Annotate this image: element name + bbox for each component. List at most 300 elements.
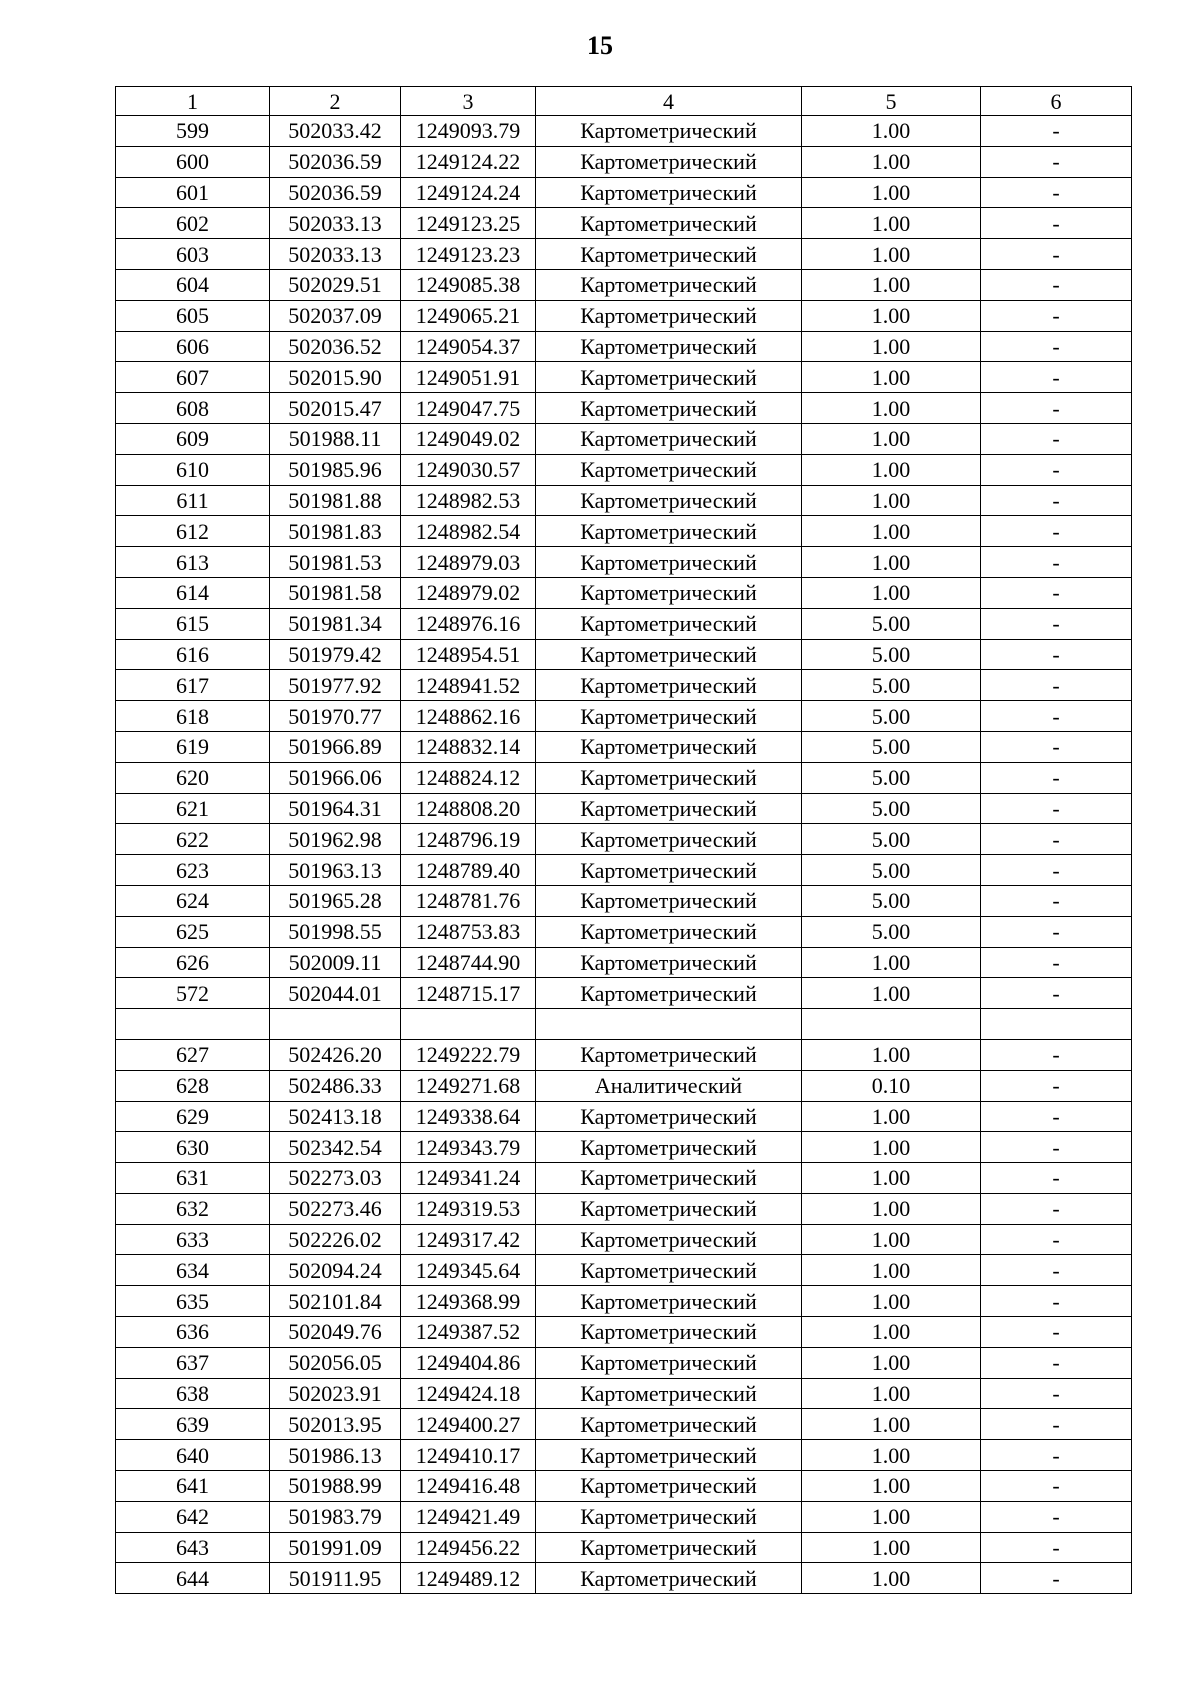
y-coordinate-cell: 1249424.18 (401, 1378, 536, 1409)
table-row (116, 1132, 1132, 1163)
accuracy-cell: 1.00 (802, 116, 981, 147)
accuracy-cell: 1.00 (802, 1286, 981, 1317)
column-header: 2 (270, 87, 401, 116)
accuracy-cell: 5.00 (802, 608, 981, 639)
method-cell: Картометрический (536, 1101, 802, 1132)
note-cell: - (981, 855, 1132, 886)
accuracy-cell: 5.00 (802, 762, 981, 793)
x-coordinate-cell: 501911.95 (270, 1563, 401, 1594)
point-number-cell: 643 (116, 1532, 270, 1563)
method-cell: Картометрический (536, 362, 802, 393)
x-coordinate-cell: 502023.91 (270, 1378, 401, 1409)
x-coordinate-cell: 502015.47 (270, 393, 401, 424)
note-cell: - (981, 239, 1132, 270)
table-row (116, 916, 1132, 947)
y-coordinate-cell: 1249047.75 (401, 393, 536, 424)
x-coordinate-cell: 502056.05 (270, 1347, 401, 1378)
x-coordinate-cell: 501998.55 (270, 916, 401, 947)
table-row (116, 177, 1132, 208)
point-number-cell: 636 (116, 1317, 270, 1348)
accuracy-cell: 1.00 (802, 1347, 981, 1378)
method-cell: Картометрический (536, 824, 802, 855)
note-cell: - (981, 978, 1132, 1009)
method-cell: Аналитический (536, 1070, 802, 1101)
x-coordinate-cell: 502033.42 (270, 116, 401, 147)
point-number-cell: 608 (116, 393, 270, 424)
point-number-cell: 615 (116, 608, 270, 639)
point-number-cell: 606 (116, 331, 270, 362)
y-coordinate-cell: 1249416.48 (401, 1471, 536, 1502)
x-coordinate-cell: 501981.83 (270, 516, 401, 547)
y-coordinate-cell: 1249341.24 (401, 1163, 536, 1194)
point-number-cell: 623 (116, 855, 270, 886)
table-row (116, 516, 1132, 547)
note-cell: - (981, 885, 1132, 916)
accuracy-cell: 5.00 (802, 639, 981, 670)
table-row (116, 485, 1132, 516)
table-row (116, 1440, 1132, 1471)
x-coordinate-cell: 501962.98 (270, 824, 401, 855)
accuracy-cell: 5.00 (802, 885, 981, 916)
point-number-cell: 621 (116, 793, 270, 824)
x-coordinate-cell: 502049.76 (270, 1317, 401, 1348)
y-coordinate-cell: 1248824.12 (401, 762, 536, 793)
method-cell: Картометрический (536, 1440, 802, 1471)
x-coordinate-cell: 501981.53 (270, 547, 401, 578)
point-number-cell: 638 (116, 1378, 270, 1409)
accuracy-cell: 5.00 (802, 793, 981, 824)
note-cell: - (981, 393, 1132, 424)
x-coordinate-cell: 502036.59 (270, 177, 401, 208)
point-number-cell: 625 (116, 916, 270, 947)
y-coordinate-cell: 1249368.99 (401, 1286, 536, 1317)
x-coordinate-cell: 501964.31 (270, 793, 401, 824)
point-number-cell: 601 (116, 177, 270, 208)
x-coordinate-cell: 502033.13 (270, 208, 401, 239)
accuracy-cell: 5.00 (802, 731, 981, 762)
method-cell: Картометрический (536, 1471, 802, 1502)
point-number-cell: 604 (116, 269, 270, 300)
point-number-cell: 644 (116, 1563, 270, 1594)
x-coordinate-cell: 502044.01 (270, 978, 401, 1009)
y-coordinate-cell: 1249387.52 (401, 1317, 536, 1348)
table-row (116, 1101, 1132, 1132)
method-cell: Картометрический (536, 978, 802, 1009)
point-number-cell: 631 (116, 1163, 270, 1194)
table-row (116, 454, 1132, 485)
accuracy-cell: 1.00 (802, 485, 981, 516)
point-number-cell: 619 (116, 731, 270, 762)
table-row (116, 824, 1132, 855)
point-number-cell: 572 (116, 978, 270, 1009)
point-number-cell: 620 (116, 762, 270, 793)
y-coordinate-cell: 1249271.68 (401, 1070, 536, 1101)
accuracy-cell: 1.00 (802, 1409, 981, 1440)
accuracy-cell: 1.00 (802, 577, 981, 608)
table-row (116, 1378, 1132, 1409)
y-coordinate-cell: 1249065.21 (401, 300, 536, 331)
note-cell: - (981, 362, 1132, 393)
method-cell: Картометрический (536, 1409, 802, 1440)
table-row (116, 239, 1132, 270)
x-coordinate-cell: 501983.79 (270, 1501, 401, 1532)
y-coordinate-cell: 1248982.53 (401, 485, 536, 516)
accuracy-cell: 1.00 (802, 978, 981, 1009)
note-cell: - (981, 824, 1132, 855)
accuracy-cell: 1.00 (802, 269, 981, 300)
column-header: 3 (401, 87, 536, 116)
x-coordinate-cell (270, 1009, 401, 1040)
method-cell: Картометрический (536, 393, 802, 424)
note-cell: - (981, 670, 1132, 701)
y-coordinate-cell: 1249124.22 (401, 146, 536, 177)
note-cell (981, 1009, 1132, 1040)
table-row (116, 269, 1132, 300)
table-row (116, 362, 1132, 393)
point-number-cell: 635 (116, 1286, 270, 1317)
point-number-cell: 613 (116, 547, 270, 578)
y-coordinate-cell: 1248976.16 (401, 608, 536, 639)
table-row (116, 1039, 1132, 1070)
y-coordinate-cell: 1249421.49 (401, 1501, 536, 1532)
accuracy-cell: 1.00 (802, 1039, 981, 1070)
method-cell: Картометрический (536, 300, 802, 331)
table-row (116, 300, 1132, 331)
table-row (116, 793, 1132, 824)
y-coordinate-cell: 1249124.24 (401, 177, 536, 208)
note-cell: - (981, 177, 1132, 208)
note-cell: - (981, 208, 1132, 239)
page-number: 15 (587, 31, 613, 60)
y-coordinate-cell: 1248862.16 (401, 701, 536, 732)
y-coordinate-cell: 1249400.27 (401, 1409, 536, 1440)
accuracy-cell: 1.00 (802, 331, 981, 362)
table-row (116, 701, 1132, 732)
note-cell: - (981, 1347, 1132, 1378)
x-coordinate-cell: 501985.96 (270, 454, 401, 485)
table-row (116, 885, 1132, 916)
x-coordinate-cell: 502273.46 (270, 1193, 401, 1224)
coordinates-table (115, 86, 1132, 1594)
note-cell: - (981, 701, 1132, 732)
table-row (116, 547, 1132, 578)
note-cell: - (981, 116, 1132, 147)
method-cell: Картометрический (536, 762, 802, 793)
x-coordinate-cell: 501977.92 (270, 670, 401, 701)
table-row (116, 762, 1132, 793)
x-coordinate-cell: 501965.28 (270, 885, 401, 916)
point-number-cell: 624 (116, 885, 270, 916)
point-number-cell: 629 (116, 1101, 270, 1132)
method-cell: Картометрический (536, 1224, 802, 1255)
note-cell: - (981, 577, 1132, 608)
note-cell: - (981, 547, 1132, 578)
table-row (116, 146, 1132, 177)
table-header (116, 87, 1132, 116)
accuracy-cell: 1.00 (802, 1501, 981, 1532)
table-row (116, 577, 1132, 608)
x-coordinate-cell: 502413.18 (270, 1101, 401, 1132)
point-number-cell: 616 (116, 639, 270, 670)
x-coordinate-cell: 502009.11 (270, 947, 401, 978)
point-number-cell: 617 (116, 670, 270, 701)
column-header: 4 (536, 87, 802, 116)
point-number-cell (116, 1009, 270, 1040)
note-cell: - (981, 1070, 1132, 1101)
y-coordinate-cell: 1248941.52 (401, 670, 536, 701)
accuracy-cell: 1.00 (802, 362, 981, 393)
table-row (116, 855, 1132, 886)
point-number-cell: 640 (116, 1440, 270, 1471)
method-cell: Картометрический (536, 731, 802, 762)
y-coordinate-cell: 1249410.17 (401, 1440, 536, 1471)
table-row (116, 393, 1132, 424)
x-coordinate-cell: 502013.95 (270, 1409, 401, 1440)
y-coordinate-cell: 1249345.64 (401, 1255, 536, 1286)
note-cell: - (981, 1039, 1132, 1070)
note-cell: - (981, 1378, 1132, 1409)
accuracy-cell: 5.00 (802, 670, 981, 701)
accuracy-cell: 1.00 (802, 1101, 981, 1132)
y-coordinate-cell: 1248789.40 (401, 855, 536, 886)
accuracy-cell: 1.00 (802, 1193, 981, 1224)
method-cell: Картометрический (536, 331, 802, 362)
column-header: 6 (981, 87, 1132, 116)
y-coordinate-cell (401, 1009, 536, 1040)
method-cell: Картометрический (536, 670, 802, 701)
point-number-cell: 599 (116, 116, 270, 147)
table-row (116, 1255, 1132, 1286)
accuracy-cell (802, 1009, 981, 1040)
table-row (116, 208, 1132, 239)
column-header: 5 (802, 87, 981, 116)
point-number-cell: 609 (116, 423, 270, 454)
table-body (116, 116, 1132, 1594)
table-row (116, 331, 1132, 362)
method-cell: Картометрический (536, 1039, 802, 1070)
accuracy-cell: 1.00 (802, 1532, 981, 1563)
method-cell: Картометрический (536, 423, 802, 454)
accuracy-cell: 1.00 (802, 1163, 981, 1194)
method-cell: Картометрический (536, 485, 802, 516)
accuracy-cell: 1.00 (802, 1255, 981, 1286)
note-cell: - (981, 516, 1132, 547)
y-coordinate-cell: 1248744.90 (401, 947, 536, 978)
note-cell: - (981, 1193, 1132, 1224)
table-row (116, 1501, 1132, 1532)
table-row (116, 116, 1132, 147)
point-number-cell: 632 (116, 1193, 270, 1224)
x-coordinate-cell: 501970.77 (270, 701, 401, 732)
y-coordinate-cell: 1248979.02 (401, 577, 536, 608)
note-cell: - (981, 1163, 1132, 1194)
method-cell: Картометрический (536, 608, 802, 639)
point-number-cell: 633 (116, 1224, 270, 1255)
note-cell: - (981, 300, 1132, 331)
accuracy-cell: 0.10 (802, 1070, 981, 1101)
y-coordinate-cell: 1249085.38 (401, 269, 536, 300)
table-row (116, 1563, 1132, 1594)
x-coordinate-cell: 502342.54 (270, 1132, 401, 1163)
method-cell: Картометрический (536, 1501, 802, 1532)
point-number-cell: 641 (116, 1471, 270, 1502)
accuracy-cell: 1.00 (802, 423, 981, 454)
method-cell (536, 1009, 802, 1040)
accuracy-cell: 5.00 (802, 916, 981, 947)
point-number-cell: 600 (116, 146, 270, 177)
note-cell: - (981, 762, 1132, 793)
y-coordinate-cell: 1249222.79 (401, 1039, 536, 1070)
x-coordinate-cell: 501988.11 (270, 423, 401, 454)
accuracy-cell: 1.00 (802, 177, 981, 208)
y-coordinate-cell: 1249343.79 (401, 1132, 536, 1163)
method-cell: Картометрический (536, 1378, 802, 1409)
point-number-cell: 612 (116, 516, 270, 547)
accuracy-cell: 5.00 (802, 824, 981, 855)
y-coordinate-cell: 1249456.22 (401, 1532, 536, 1563)
x-coordinate-cell: 502273.03 (270, 1163, 401, 1194)
method-cell: Картометрический (536, 1286, 802, 1317)
accuracy-cell: 1.00 (802, 146, 981, 177)
table-row (116, 670, 1132, 701)
note-cell: - (981, 423, 1132, 454)
table-row (116, 1532, 1132, 1563)
accuracy-cell: 1.00 (802, 947, 981, 978)
point-number-cell: 630 (116, 1132, 270, 1163)
table-row (116, 1163, 1132, 1194)
table-row (116, 1471, 1132, 1502)
note-cell: - (981, 1471, 1132, 1502)
y-coordinate-cell: 1249123.25 (401, 208, 536, 239)
x-coordinate-cell: 501981.58 (270, 577, 401, 608)
method-cell: Картометрический (536, 701, 802, 732)
x-coordinate-cell: 502015.90 (270, 362, 401, 393)
method-cell: Картометрический (536, 885, 802, 916)
point-number-cell: 602 (116, 208, 270, 239)
method-cell: Картометрический (536, 454, 802, 485)
x-coordinate-cell: 501966.06 (270, 762, 401, 793)
x-coordinate-cell: 502226.02 (270, 1224, 401, 1255)
column-header: 1 (116, 87, 270, 116)
accuracy-cell: 1.00 (802, 300, 981, 331)
point-number-cell: 642 (116, 1501, 270, 1532)
method-cell: Картометрический (536, 1532, 802, 1563)
y-coordinate-cell: 1248753.83 (401, 916, 536, 947)
y-coordinate-cell: 1249338.64 (401, 1101, 536, 1132)
note-cell: - (981, 331, 1132, 362)
x-coordinate-cell: 501991.09 (270, 1532, 401, 1563)
method-cell: Картометрический (536, 116, 802, 147)
y-coordinate-cell: 1249049.02 (401, 423, 536, 454)
y-coordinate-cell: 1249054.37 (401, 331, 536, 362)
accuracy-cell: 1.00 (802, 1440, 981, 1471)
note-cell: - (981, 1286, 1132, 1317)
x-coordinate-cell: 502037.09 (270, 300, 401, 331)
x-coordinate-cell: 502101.84 (270, 1286, 401, 1317)
table-row (116, 1286, 1132, 1317)
point-number-cell: 603 (116, 239, 270, 270)
point-number-cell: 622 (116, 824, 270, 855)
note-cell: - (981, 1132, 1132, 1163)
x-coordinate-cell: 501966.89 (270, 731, 401, 762)
accuracy-cell: 1.00 (802, 393, 981, 424)
y-coordinate-cell: 1248781.76 (401, 885, 536, 916)
x-coordinate-cell: 501986.13 (270, 1440, 401, 1471)
x-coordinate-cell: 502036.52 (270, 331, 401, 362)
table-row (116, 1193, 1132, 1224)
method-cell: Картометрический (536, 1347, 802, 1378)
y-coordinate-cell: 1249319.53 (401, 1193, 536, 1224)
point-number-cell: 634 (116, 1255, 270, 1286)
note-cell: - (981, 1224, 1132, 1255)
note-cell: - (981, 1409, 1132, 1440)
point-number-cell: 626 (116, 947, 270, 978)
method-cell: Картометрический (536, 855, 802, 886)
method-cell: Картометрический (536, 208, 802, 239)
x-coordinate-cell: 501981.88 (270, 485, 401, 516)
method-cell: Картометрический (536, 1163, 802, 1194)
accuracy-cell: 5.00 (802, 701, 981, 732)
y-coordinate-cell: 1249489.12 (401, 1563, 536, 1594)
note-cell: - (981, 947, 1132, 978)
accuracy-cell: 1.00 (802, 1317, 981, 1348)
note-cell: - (981, 1317, 1132, 1348)
header-row (116, 87, 1132, 116)
accuracy-cell: 1.00 (802, 516, 981, 547)
method-cell: Картометрический (536, 1132, 802, 1163)
table-row (116, 1317, 1132, 1348)
note-cell: - (981, 485, 1132, 516)
note-cell: - (981, 454, 1132, 485)
accuracy-cell: 1.00 (802, 208, 981, 239)
y-coordinate-cell: 1248954.51 (401, 639, 536, 670)
note-cell: - (981, 1563, 1132, 1594)
table-row (116, 608, 1132, 639)
x-coordinate-cell: 502029.51 (270, 269, 401, 300)
note-cell: - (981, 608, 1132, 639)
method-cell: Картометрический (536, 239, 802, 270)
method-cell: Картометрический (536, 269, 802, 300)
method-cell: Картометрический (536, 1563, 802, 1594)
accuracy-cell: 1.00 (802, 1224, 981, 1255)
point-number-cell: 605 (116, 300, 270, 331)
point-number-cell: 618 (116, 701, 270, 732)
x-coordinate-cell: 502094.24 (270, 1255, 401, 1286)
y-coordinate-cell: 1249030.57 (401, 454, 536, 485)
method-cell: Картометрический (536, 1317, 802, 1348)
point-number-cell: 607 (116, 362, 270, 393)
method-cell: Картометрический (536, 577, 802, 608)
y-coordinate-cell: 1248982.54 (401, 516, 536, 547)
note-cell: - (981, 269, 1132, 300)
y-coordinate-cell: 1249404.86 (401, 1347, 536, 1378)
note-cell: - (981, 1255, 1132, 1286)
y-coordinate-cell: 1248715.17 (401, 978, 536, 1009)
point-number-cell: 639 (116, 1409, 270, 1440)
method-cell: Картометрический (536, 146, 802, 177)
table-row (116, 639, 1132, 670)
table-row (116, 731, 1132, 762)
note-cell: - (981, 731, 1132, 762)
x-coordinate-cell: 502036.59 (270, 146, 401, 177)
y-coordinate-cell: 1249093.79 (401, 116, 536, 147)
y-coordinate-cell: 1249051.91 (401, 362, 536, 393)
x-coordinate-cell: 501979.42 (270, 639, 401, 670)
x-coordinate-cell: 502426.20 (270, 1039, 401, 1070)
method-cell: Картометрический (536, 916, 802, 947)
y-coordinate-cell: 1248796.19 (401, 824, 536, 855)
table-row (116, 1347, 1132, 1378)
